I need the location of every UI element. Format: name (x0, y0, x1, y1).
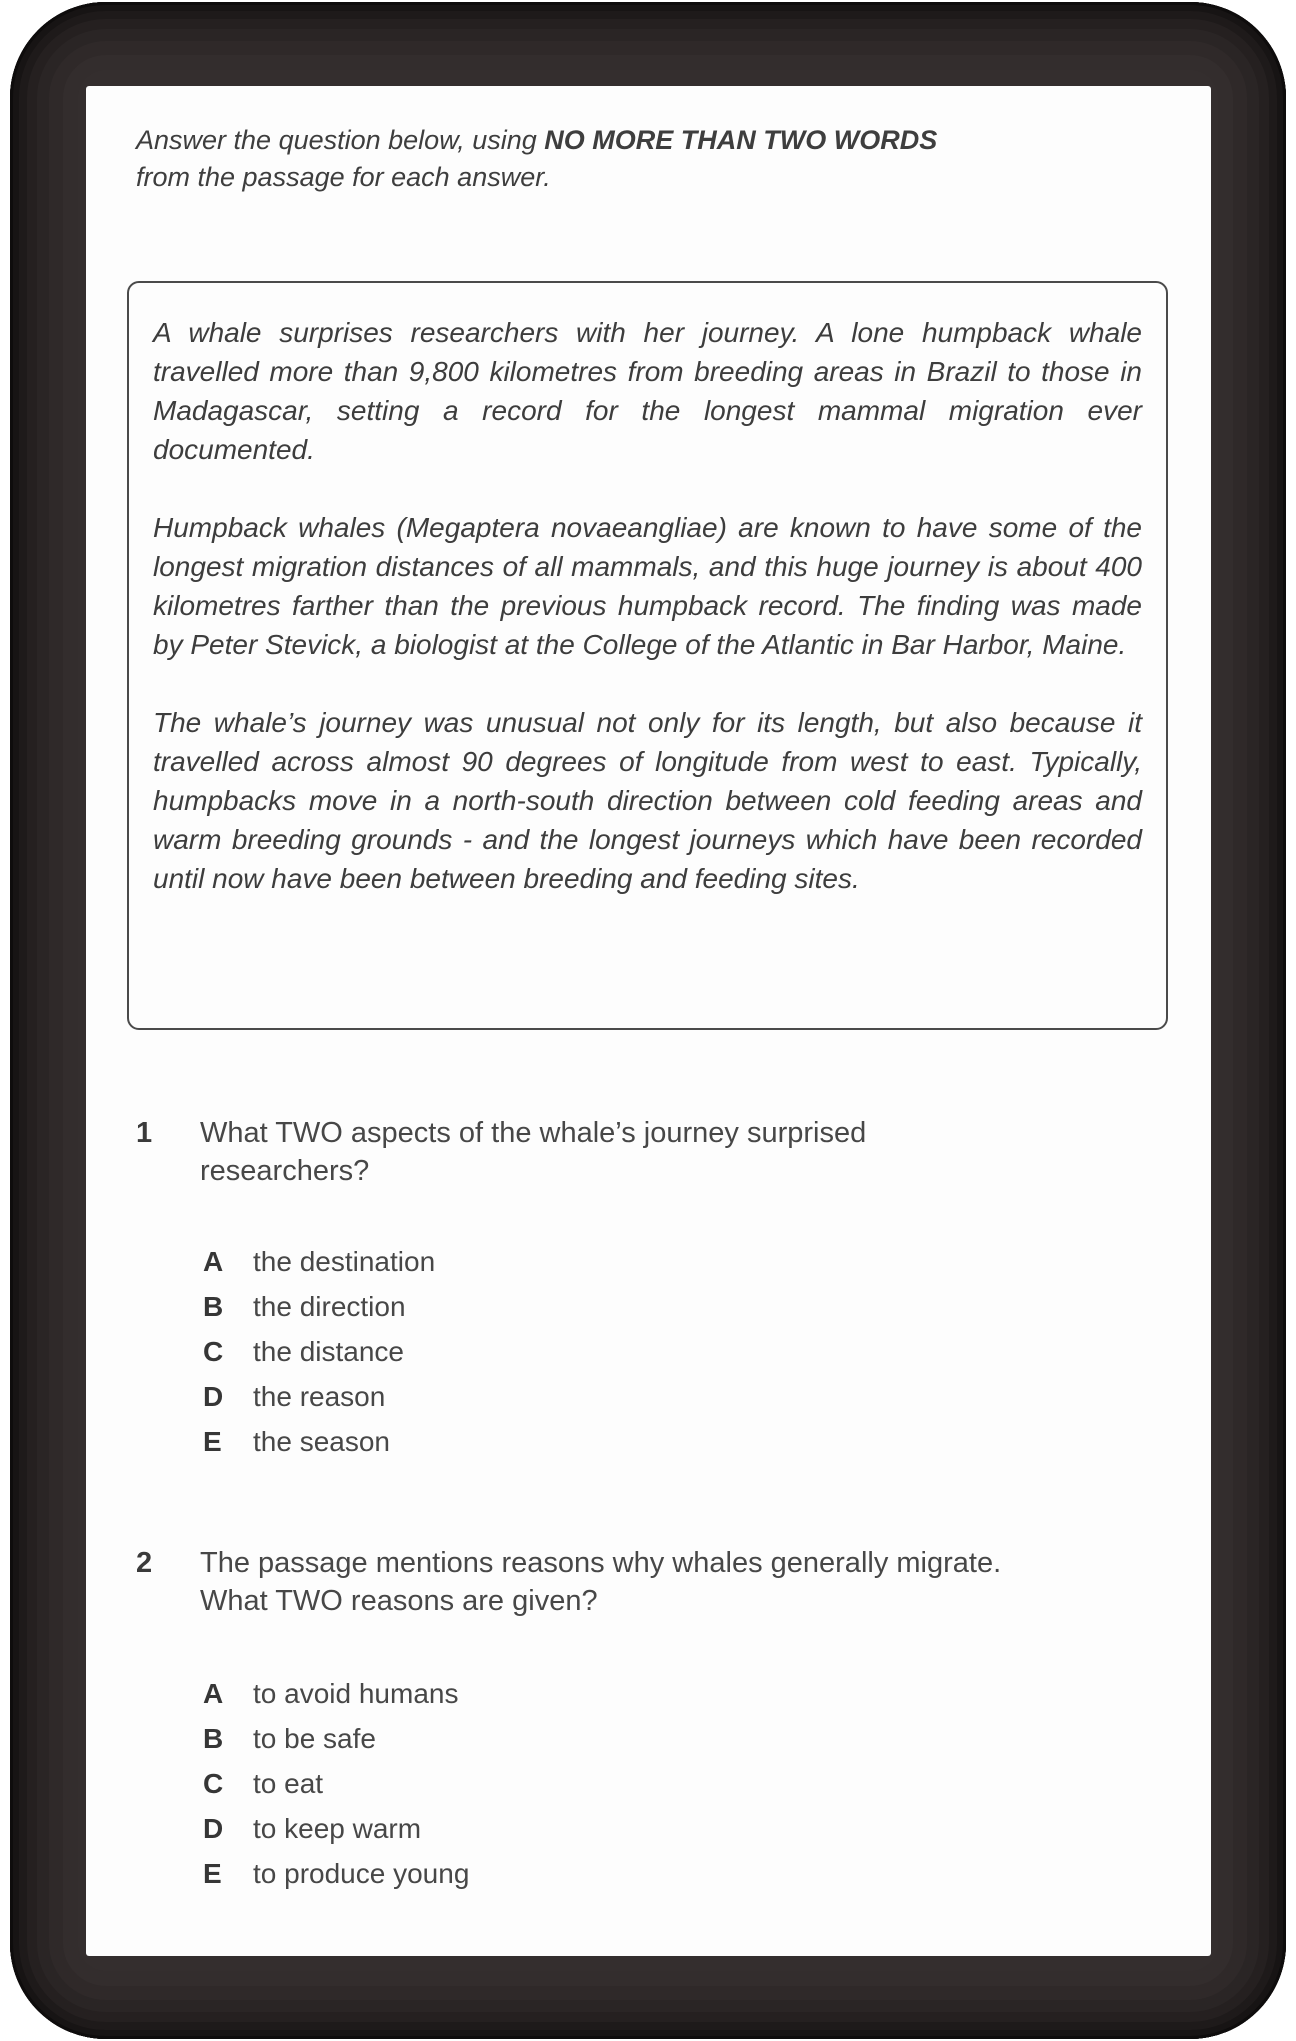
option-letter: E (203, 1426, 222, 1457)
option-letter: D (203, 1381, 224, 1412)
question-1-option-a (203, 1246, 435, 1291)
question-1-text (200, 1114, 866, 1190)
question-1-line-2: researchers? (200, 1155, 370, 1187)
question-2-options (203, 1678, 469, 1903)
question-2-line-2: What TWO reasons are given? (200, 1585, 598, 1617)
question-1-number: 1 (136, 1117, 153, 1149)
question-1-option-d (203, 1381, 435, 1426)
instruction-text (136, 122, 1091, 196)
tablet-frame (10, 2, 1286, 2039)
passage-paragraph-3: The whale’s journey was unusual not only for its length, but also because it travelled across almost 90 degrees of longitude from west to east. Typically, humpbacks move in a north-south direction between cold feeding areas and warm breeding grounds - and the longest journeys which have been recorded until now have been between breeding and feeding sites. (153, 707, 1142, 894)
passage-paragraph-2: Humpback whales (Megaptera novaeangliae) are known to have some of the longest migration distances of all mammals, and this huge journey is about 400 kilometres farther than the previous humpback record. The finding was made by Peter Stevick, a biologist at the College of the Atlantic in Bar Harbor, Maine. (153, 512, 1142, 660)
option-letter: A (203, 1678, 224, 1709)
option-letter: C (203, 1768, 224, 1799)
question-1-option-c (203, 1336, 435, 1381)
question-2-option-b (203, 1723, 469, 1768)
reading-passage-box (127, 281, 1168, 1030)
option-text: to avoid humans (253, 1678, 459, 1709)
option-text: to eat (253, 1768, 324, 1799)
question-1-line-1: What TWO aspects of the whale’s journey surprised (200, 1117, 867, 1149)
question-2-text (200, 1544, 1001, 1620)
option-text: to be safe (253, 1723, 376, 1754)
option-text: the destination (253, 1246, 436, 1277)
option-text: the direction (253, 1291, 406, 1322)
question-2-line-1: The passage mentions reasons why whales generally migrate. (200, 1547, 1002, 1579)
option-letter: B (203, 1291, 224, 1322)
question-2-option-e (203, 1858, 469, 1903)
question-2-option-c (203, 1768, 469, 1813)
option-text: to produce young (253, 1858, 470, 1889)
instruction-emphasis: NO MORE THAN TWO WORDS (544, 125, 938, 155)
option-text: the season (253, 1426, 390, 1457)
option-text: the distance (253, 1336, 404, 1367)
option-letter: D (203, 1813, 224, 1844)
question-1-options (203, 1246, 435, 1471)
worksheet-page (86, 86, 1211, 1956)
instruction-prefix: Answer the question below, using (136, 125, 545, 155)
question-2-option-a (203, 1678, 469, 1723)
option-letter: A (203, 1246, 224, 1277)
question-1-option-e (203, 1426, 435, 1471)
passage-paragraph-1: A whale surprises researchers with her journey. A lone humpback whale travelled more than 9,800 kilometres from breeding areas in Brazil to those in Madagascar, setting a record for the longest mammal migration ever documented. (153, 317, 1142, 465)
option-letter: B (203, 1723, 224, 1754)
option-text: the reason (253, 1381, 386, 1412)
option-letter: C (203, 1336, 224, 1367)
option-letter: E (203, 1858, 222, 1889)
option-text: to keep warm (253, 1813, 422, 1844)
question-2-number: 2 (136, 1547, 153, 1579)
question-2-option-d (203, 1813, 469, 1858)
question-1-option-b (203, 1291, 435, 1336)
question-2 (136, 1544, 1131, 1620)
instruction-suffix: from the passage for each answer. (136, 162, 551, 192)
question-1 (136, 1114, 1131, 1190)
